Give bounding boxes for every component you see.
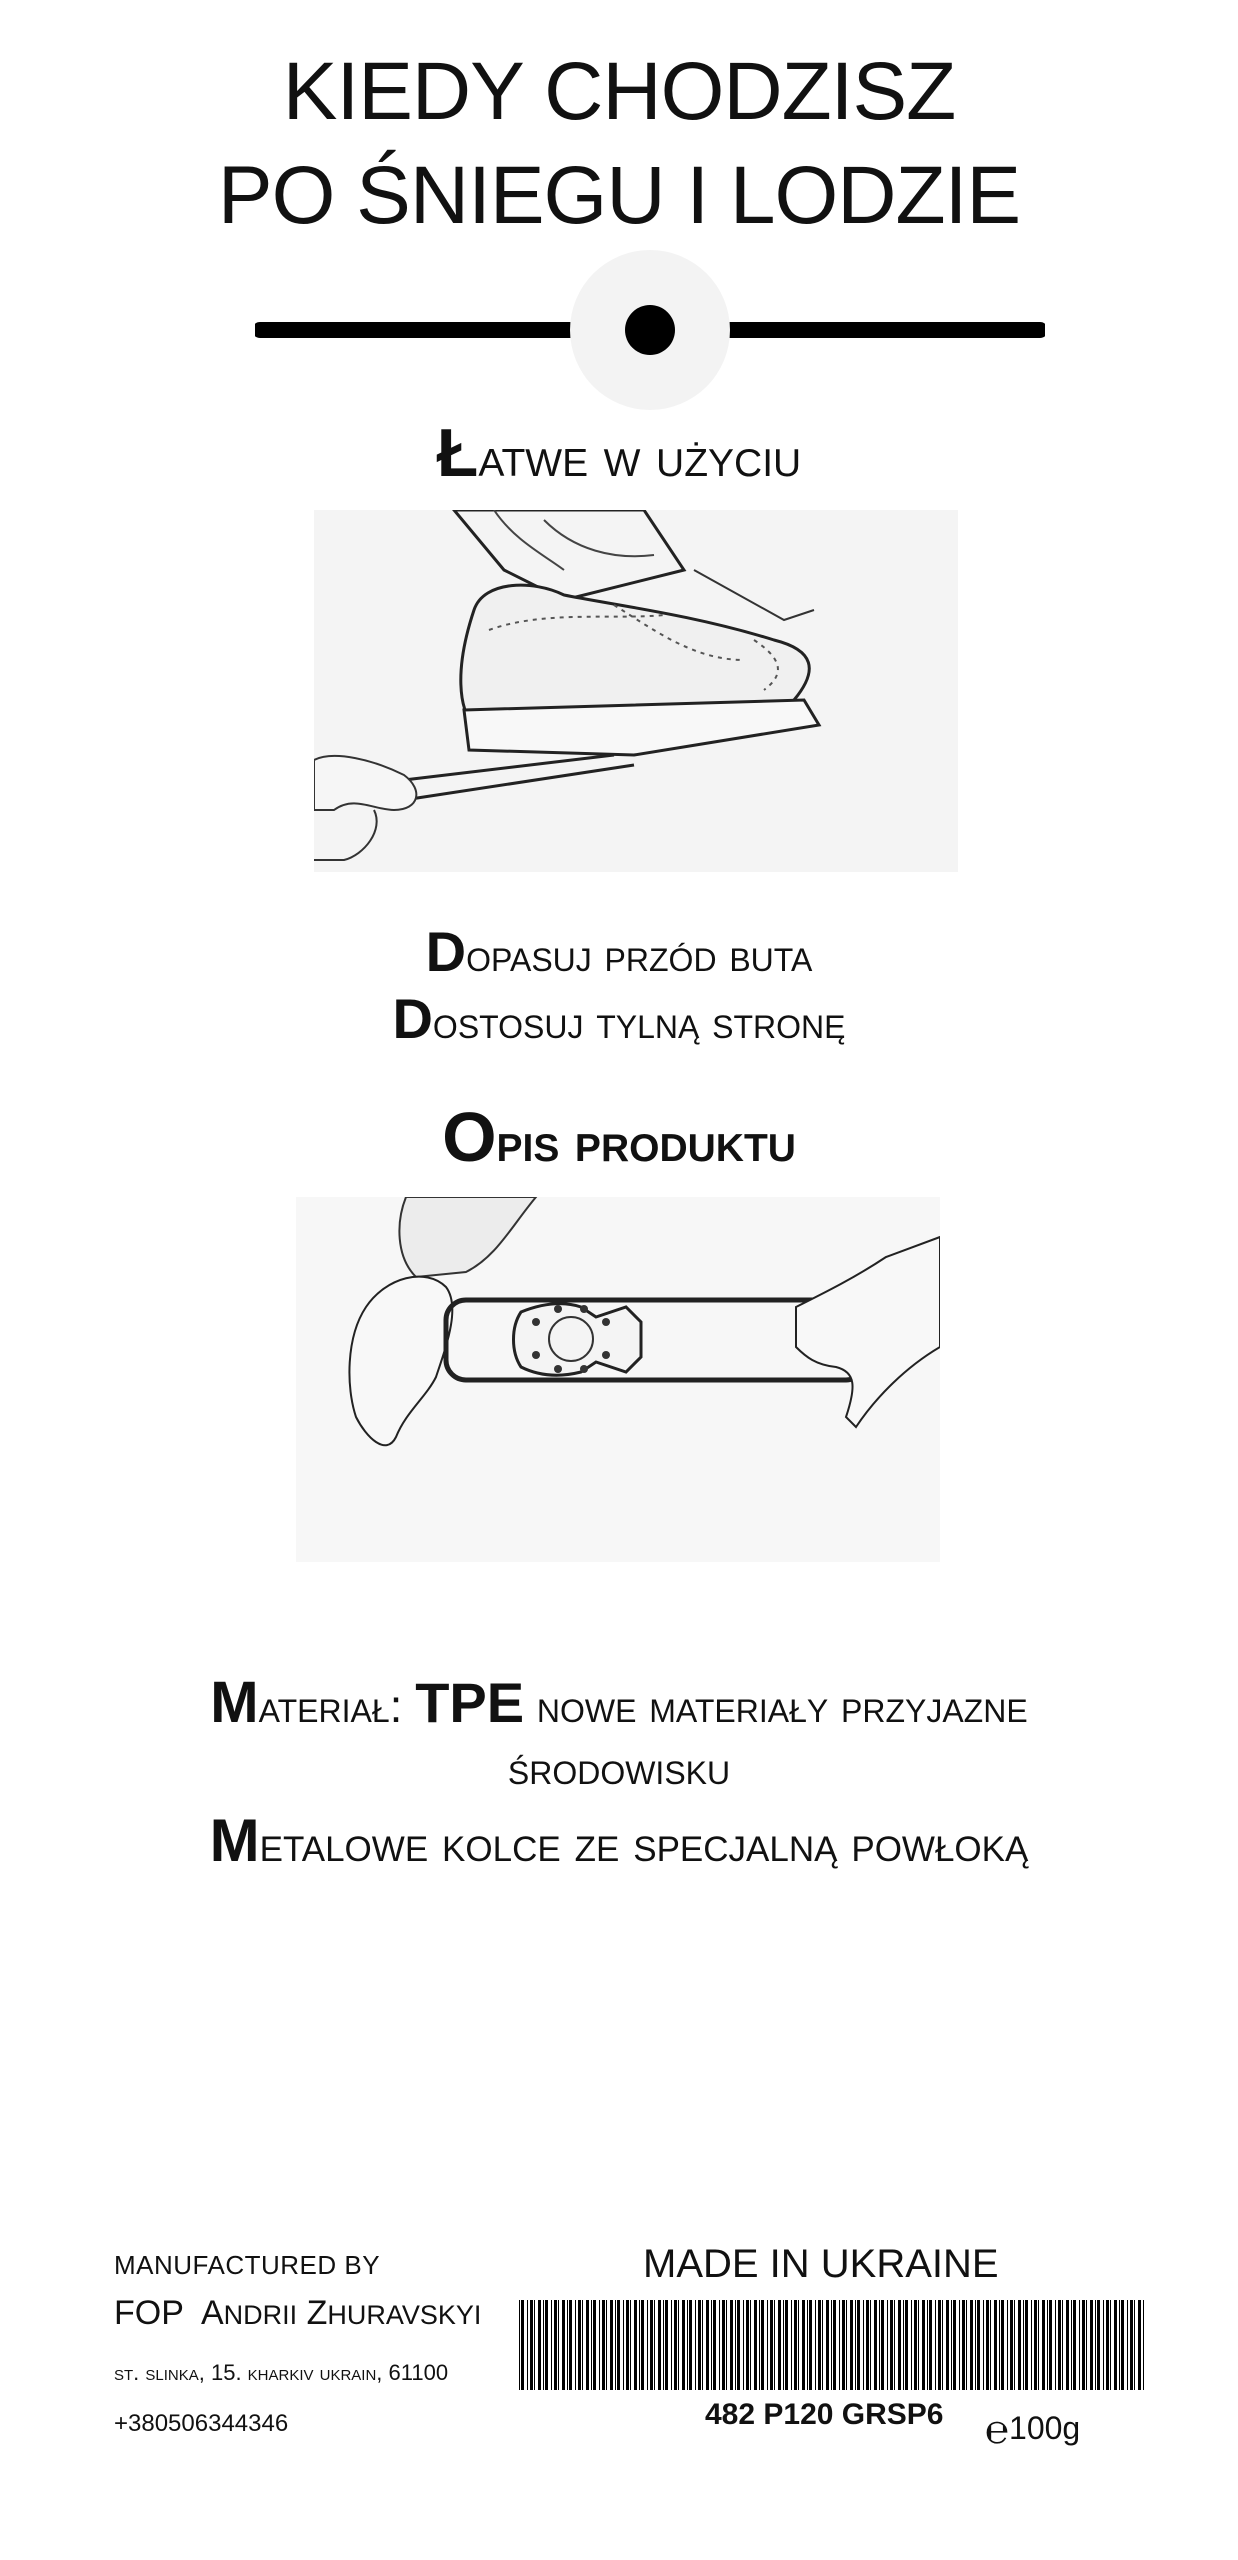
barcode-bar: [665, 2300, 668, 2390]
barcode-bar: [842, 2300, 845, 2390]
barcode-bar: [966, 2300, 967, 2390]
barcode-bar: [1001, 2300, 1004, 2390]
barcode-bar: [807, 2300, 808, 2390]
barcode-bar: [857, 2300, 860, 2390]
hands-stretching-ice-grip-photo: [296, 1197, 940, 1562]
barcode-bar: [785, 2300, 788, 2390]
barcode-bar: [754, 2300, 757, 2390]
barcode-bar: [1110, 2300, 1111, 2390]
barcode-bar: [778, 2300, 781, 2390]
barcode-bar: [833, 2300, 836, 2390]
barcode-bar: [922, 2300, 925, 2390]
barcode-bar: [1023, 2300, 1024, 2390]
barcode-bar: [538, 2300, 541, 2390]
barcode-bar: [1047, 2300, 1048, 2390]
barcode-bar: [606, 2300, 607, 2390]
barcode-bar: [1042, 2300, 1045, 2390]
barcode-bar: [1097, 2300, 1100, 2390]
barcode-bar: [698, 2300, 701, 2390]
barcode-bar: [970, 2300, 973, 2390]
barcode-bar: [831, 2300, 832, 2390]
barcode-bar: [818, 2300, 821, 2390]
step-1: Dopasuj przód buta: [425, 920, 813, 983]
barcode-bar: [682, 2300, 685, 2390]
barcode-bar: [567, 2300, 568, 2390]
barcode-bar: [702, 2300, 703, 2390]
barcode-bar: [1138, 2300, 1141, 2390]
barcode-bar: [783, 2300, 784, 2390]
barcode-bar: [962, 2300, 965, 2390]
barcode-bar: [726, 2300, 727, 2390]
material-description: [0, 1672, 1238, 1799]
barcode-bar: [879, 2300, 880, 2390]
barcode-bar: [1079, 2300, 1080, 2390]
barcode-bar: [689, 2300, 692, 2390]
barcode-bar: [654, 2300, 655, 2390]
barcode-bar: [850, 2300, 853, 2390]
barcode-bar: [1130, 2300, 1133, 2390]
usage-steps: [0, 920, 1238, 1054]
barcode-bar: [626, 2300, 629, 2390]
barcode-bar: [986, 2300, 989, 2390]
barcode-bar: [761, 2300, 764, 2390]
barcode-bar: [1143, 2300, 1144, 2390]
barcode-bar: [905, 2300, 908, 2390]
barcode-bar: [558, 2300, 559, 2390]
barcode-bar: [767, 2300, 768, 2390]
barcode-bar: [671, 2300, 672, 2390]
barcode-bar: [994, 2300, 997, 2390]
barcode-bar: [1114, 2300, 1117, 2390]
barcode-bar: [534, 2300, 535, 2390]
net-weight: ℮100g: [985, 2408, 1081, 2452]
barcode-bar: [1058, 2300, 1061, 2390]
barcode-bar: [634, 2300, 637, 2390]
title-line-2: PO ŚNIEGU I LODZIE: [217, 150, 1021, 241]
barcode-bar: [617, 2300, 620, 2390]
barcode-bar: [1049, 2300, 1052, 2390]
barcode-bar: [1062, 2300, 1063, 2390]
title-line-1: KIEDY CHODZISZ: [282, 46, 956, 137]
barcode-bar: [1038, 2300, 1039, 2390]
shoe-with-ice-grip-photo: [314, 510, 958, 872]
barcode-bar: [569, 2300, 572, 2390]
barcode-bar: [1090, 2300, 1093, 2390]
barcode-bar: [1066, 2300, 1069, 2390]
barcode-bar: [630, 2300, 631, 2390]
barcode-bar: [641, 2300, 644, 2390]
barcode-bar: [927, 2300, 928, 2390]
barcode-bar: [881, 2300, 884, 2390]
barcode-bar: [527, 2300, 528, 2390]
barcode-bar: [551, 2300, 552, 2390]
barcode-bar: [647, 2300, 648, 2390]
barcode-bar: [898, 2300, 901, 2390]
barcode-bar: [602, 2300, 605, 2390]
barcode-bar: [678, 2300, 679, 2390]
barcode-bar: [759, 2300, 760, 2390]
barcode-bar: [846, 2300, 847, 2390]
barcode-bar: [706, 2300, 709, 2390]
material-line-1: Materiał: TPE nowe materiały przyjazne: [210, 1670, 1028, 1735]
barcode-bar: [545, 2300, 548, 2390]
barcode-bar: [1073, 2300, 1076, 2390]
barcode-bar: [521, 2300, 524, 2390]
barcode-bar: [578, 2300, 581, 2390]
barcode-bar: [1071, 2300, 1072, 2390]
dot-divider-icon: [255, 250, 1045, 410]
barcode-bar: [1134, 2300, 1135, 2390]
manufacturer-address: st. slinka, 15. kharkiv ukrain, 61100: [114, 2360, 449, 2385]
barcode-bar: [929, 2300, 932, 2390]
barcode-bar: [774, 2300, 775, 2390]
barcode-bar: [582, 2300, 583, 2390]
barcode-bar: [918, 2300, 919, 2390]
barcode-bar: [1103, 2300, 1104, 2390]
barcode-bar: [711, 2300, 712, 2390]
barcode-bar: [822, 2300, 823, 2390]
barcode-bar: [942, 2300, 943, 2390]
barcode-bar: [1031, 2300, 1032, 2390]
barcode-bar: [562, 2300, 565, 2390]
estimated-sign-icon: ℮: [985, 2408, 1010, 2452]
barcode-bar: [750, 2300, 751, 2390]
barcode-bar: [855, 2300, 856, 2390]
barcode-bar: [839, 2300, 840, 2390]
barcode-bar: [903, 2300, 904, 2390]
barcode-bar: [623, 2300, 624, 2390]
barcode: [519, 2300, 1149, 2390]
barcode-bar: [1025, 2300, 1028, 2390]
barcode-bar: [658, 2300, 661, 2390]
barcode-bar: [935, 2300, 936, 2390]
barcode-bar: [593, 2300, 596, 2390]
barcode-bar: [794, 2300, 797, 2390]
barcode-bar: [610, 2300, 613, 2390]
barcode-bar: [953, 2300, 956, 2390]
barcode-bar: [866, 2300, 869, 2390]
barcode-bar: [695, 2300, 696, 2390]
product-code: 482 P120 GRSP6: [705, 2398, 944, 2431]
barcode-bar: [1119, 2300, 1120, 2390]
barcode-bar: [1121, 2300, 1124, 2390]
barcode-bar: [687, 2300, 688, 2390]
barcode-bar: [990, 2300, 991, 2390]
barcode-bar: [1095, 2300, 1096, 2390]
manufacturer-phone: +380506344346: [114, 2410, 289, 2437]
barcode-bar: [737, 2300, 740, 2390]
barcode-bar: [1034, 2300, 1037, 2390]
barcode-bar: [743, 2300, 744, 2390]
manufacturer-name: FOP ANDRII ZHURAVSKYI: [114, 2294, 482, 2332]
barcode-bar: [615, 2300, 616, 2390]
barcode-bar: [999, 2300, 1000, 2390]
barcode-bar: [599, 2300, 600, 2390]
barcode-bar: [983, 2300, 984, 2390]
barcode-bar: [746, 2300, 749, 2390]
barcode-bar: [554, 2300, 557, 2390]
barcode-bar: [975, 2300, 976, 2390]
barcode-bar: [1055, 2300, 1056, 2390]
barcode-bar: [713, 2300, 716, 2390]
barcode-bar: [543, 2300, 544, 2390]
barcode-bar: [894, 2300, 895, 2390]
section-heading-easy-to-use: Łatwe w użyciu: [436, 415, 802, 491]
section-heading-product-description: Opis produktu: [442, 1098, 796, 1176]
barcode-bar: [730, 2300, 733, 2390]
metal-spikes-description: Metalowe kolce ze specjalną powłoką: [209, 1807, 1029, 1874]
barcode-bar: [650, 2300, 653, 2390]
barcode-bar: [1007, 2300, 1008, 2390]
barcode-bar: [951, 2300, 952, 2390]
barcode-bar: [870, 2300, 871, 2390]
page-title: [0, 40, 1238, 248]
barcode-bar: [802, 2300, 805, 2390]
barcode-bar: [977, 2300, 980, 2390]
barcode-bar: [1010, 2300, 1013, 2390]
barcode-bar: [914, 2300, 917, 2390]
barcode-bar: [770, 2300, 773, 2390]
barcode-bar: [911, 2300, 912, 2390]
barcode-bar: [946, 2300, 949, 2390]
barcode-bar: [639, 2300, 640, 2390]
barcode-bar: [887, 2300, 888, 2390]
barcode-bar: [874, 2300, 877, 2390]
barcode-bar: [959, 2300, 960, 2390]
barcode-bar: [791, 2300, 792, 2390]
barcode-bar: [938, 2300, 941, 2390]
barcode-bar: [809, 2300, 812, 2390]
barcode-bar: [890, 2300, 893, 2390]
barcode-bar: [1014, 2300, 1015, 2390]
barcode-bar: [1086, 2300, 1087, 2390]
barcode-bar: [1106, 2300, 1109, 2390]
barcode-bar: [586, 2300, 589, 2390]
barcode-bar: [863, 2300, 864, 2390]
manufacturer-label: MANUFACTURED BY: [114, 2250, 381, 2280]
step-2: Dostosuj tylną stronę: [392, 987, 846, 1050]
barcode-bar: [1082, 2300, 1085, 2390]
barcode-bar: [735, 2300, 736, 2390]
origin-label: MADE IN UKRAINE: [643, 2242, 999, 2286]
barcode-bar: [1018, 2300, 1021, 2390]
barcode-bar: [519, 2300, 520, 2390]
material-line-2: środowisku: [507, 1742, 731, 1794]
barcode-bar: [530, 2300, 533, 2390]
barcode-bar: [826, 2300, 829, 2390]
barcode-bar: [663, 2300, 664, 2390]
barcode-bar: [674, 2300, 677, 2390]
barcode-bar: [1127, 2300, 1128, 2390]
barcode-bar: [798, 2300, 799, 2390]
barcode-bar: [575, 2300, 576, 2390]
barcode-bar: [722, 2300, 725, 2390]
barcode-bar: [815, 2300, 816, 2390]
barcode-bar: [591, 2300, 592, 2390]
barcode-bar: [719, 2300, 720, 2390]
